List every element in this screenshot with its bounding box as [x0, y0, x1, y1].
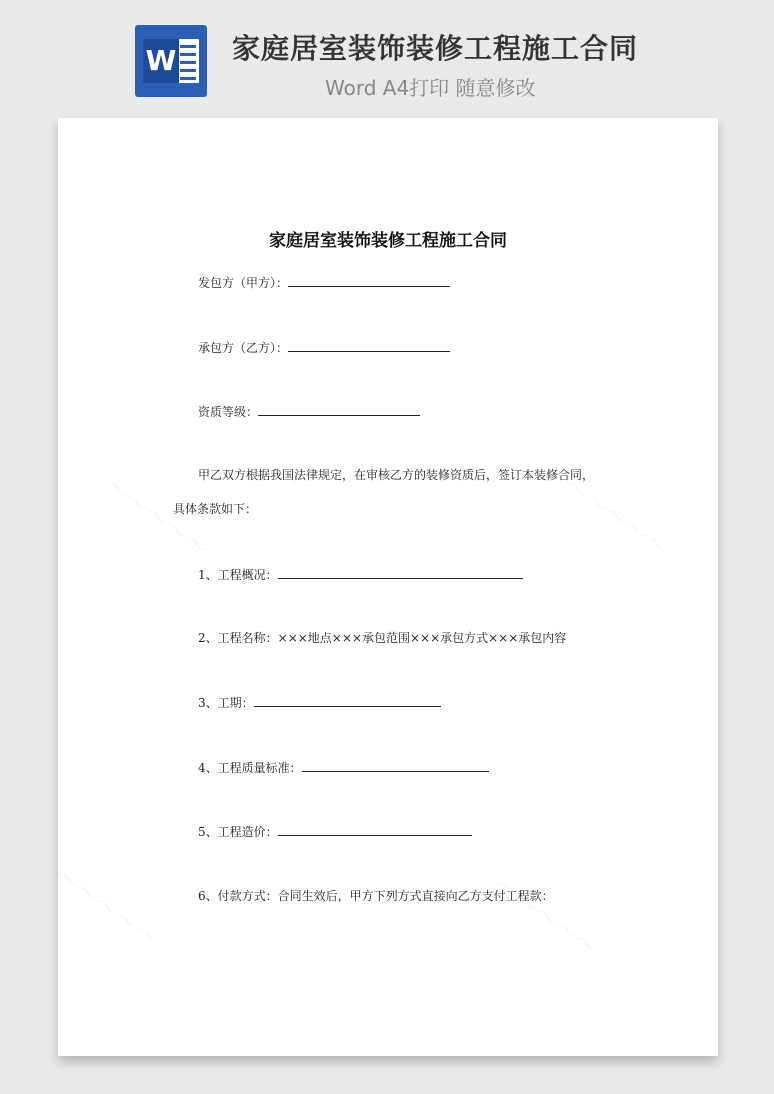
word-icon	[135, 25, 207, 97]
item-4-label: 4、工程质量标准：	[198, 761, 302, 775]
watermark	[489, 867, 607, 964]
item-5-line	[198, 823, 472, 840]
banner-title: 家庭居室装饰装修工程施工合同	[232, 32, 639, 65]
item-1-line	[198, 566, 523, 583]
party-a-line	[198, 274, 450, 291]
item-3-label: 3、工期：	[198, 696, 254, 710]
banner-subtitle: Word A4打印 随意修改	[325, 76, 536, 100]
party-b-label: 承包方（乙方）：	[198, 341, 289, 355]
word-icon-letter: W	[143, 39, 179, 83]
document-page	[58, 118, 718, 1056]
qualification-label: 资质等级：	[198, 405, 259, 419]
item-2-line: 2、工程名称：×××地点×××承包范围×××承包方式×××承包内容	[198, 631, 567, 645]
party-a-label: 发包方（甲方）：	[198, 276, 289, 290]
intro-line-1: 甲乙双方根据我国法律规定，在审核乙方的装修资质后，签订本装修合同，	[198, 468, 595, 482]
item-4-blank[interactable]	[302, 759, 489, 772]
item-5-label: 5、工程造价：	[198, 825, 278, 839]
item-3-line	[198, 694, 441, 711]
item-6-line: 6、付款方式：合同生效后，甲方下列方式直接向乙方支付工程款：	[198, 889, 554, 903]
watermark	[49, 857, 167, 954]
intro-line-2: 具体条款如下：	[173, 502, 258, 516]
document-title: 家庭居室装饰装修工程施工合同	[269, 231, 507, 251]
party-a-blank[interactable]	[288, 274, 450, 287]
party-b-line	[198, 339, 450, 356]
item-3-blank[interactable]	[254, 694, 441, 707]
qualification-blank[interactable]	[258, 403, 420, 416]
qualification-line	[198, 403, 420, 420]
item-1-blank[interactable]	[278, 566, 523, 579]
word-icon-lines	[177, 39, 199, 83]
item-4-line	[198, 759, 489, 776]
party-b-blank[interactable]	[288, 339, 450, 352]
item-5-blank[interactable]	[278, 823, 472, 836]
item-1-label: 1、工程概况：	[198, 568, 278, 582]
banner	[0, 0, 774, 118]
